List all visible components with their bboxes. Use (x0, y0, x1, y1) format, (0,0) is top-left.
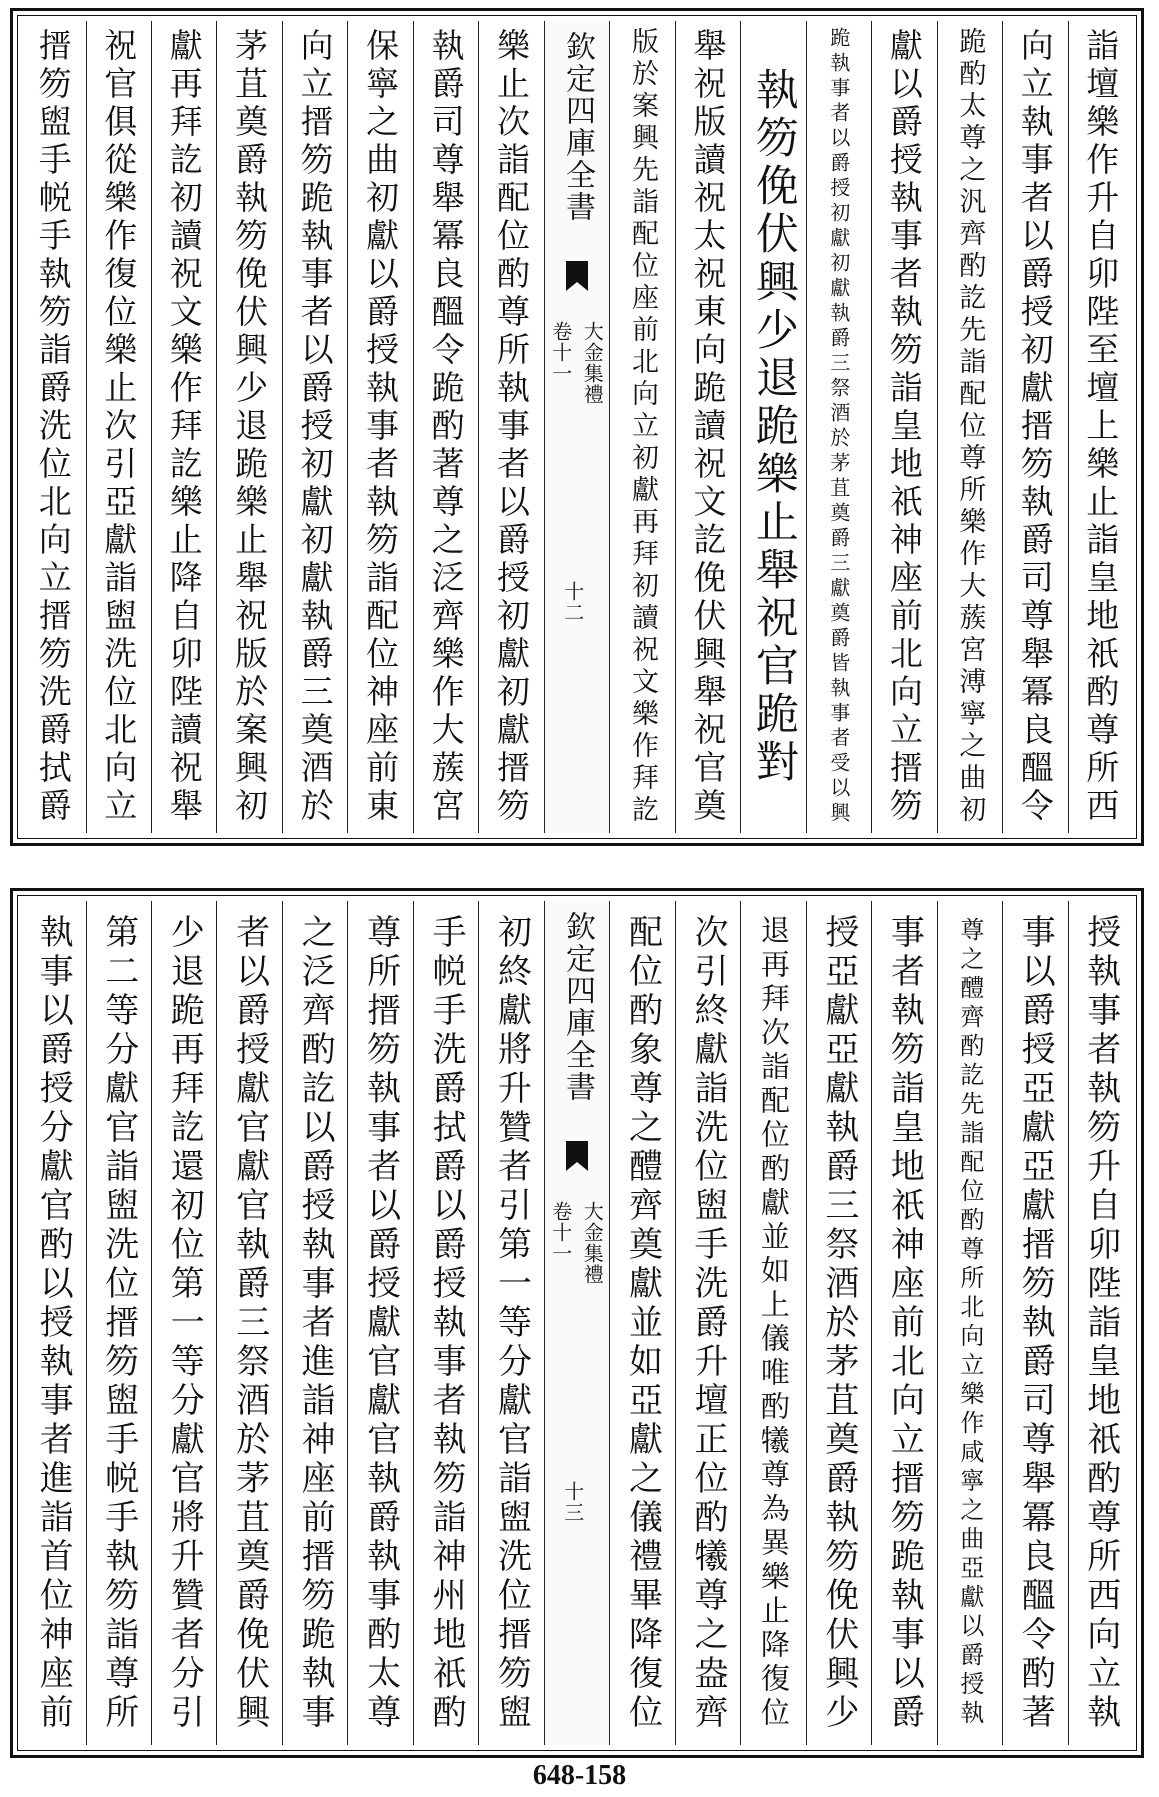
bottom-page-panel (10, 888, 1144, 1758)
top-columns (21, 21, 1133, 833)
text-column: 第二等分獻官詣盥洗位搢笏盥手帨手執笏詣尊所 (86, 901, 151, 1745)
text-column: 茅苴奠爵執笏俛伏興少退跪樂止舉祝版於案興初 (216, 21, 281, 833)
text-column: 保寧之曲初獻以爵授執事者執笏詣配位神座前東 (347, 21, 412, 833)
text-column: 樂止次詣配位酌尊所執事者以爵授初獻初獻搢笏 (478, 21, 543, 833)
text-column: 次引終獻詣洗位盥手洗爵升壇正位酌犧尊之盎齊 (675, 901, 740, 1745)
text-column: 配位酌象尊之醴齊奠獻並如亞獻之儀禮畢降復位 (609, 901, 674, 1745)
text-column: 版於案興先詣配位座前北向立初獻再拜初讀祝文樂作拜訖 (609, 21, 674, 833)
page-number: 十二 (560, 581, 585, 623)
text-column: 向立執事者以爵授初獻搢笏執爵司尊舉冪良醞令 (1002, 21, 1067, 833)
text-column: 少退跪再拜訖還初位第一等分獻官將升贊者分引 (151, 901, 216, 1745)
text-column: 退再拜次詣配位酌獻並如上儀唯酌犧尊為異樂止降復位 (740, 901, 805, 1745)
book-series-title: 欽定四庫全書 (560, 911, 596, 1103)
text-column: 搢笏盥手帨手執笏詣爵洗位北向立搢笏洗爵拭爵 (33, 28, 73, 826)
text-column: 授亞獻亞獻執爵三祭酒於茅苴奠爵執笏俛伏興少 (806, 901, 871, 1745)
text-column: 獻再拜訖初讀祝文樂作拜訖樂止降自卯陛讀祝舉 (151, 21, 216, 833)
text-column: 執爵司尊舉冪良醞令跪酌著尊之泛齊樂作大蔟宮 (413, 21, 478, 833)
volume-number: 卷十一 (548, 1201, 573, 1264)
book-series-title: 欽定四庫全書 (560, 31, 596, 223)
text-column: 手帨手洗爵拭爵以爵授執事者執笏詣神州地祇酌 (413, 901, 478, 1745)
text-column: 事者執笏詣皇地祇神座前北向立搢笏跪執事以爵 (871, 901, 936, 1745)
volume-number: 卷十一 (548, 321, 573, 384)
text-column: 跪酌太尊之汎齊酌訖先詣配位尊所樂作大蔟宮溥寧之曲初 (937, 21, 1002, 833)
text-column: 尊之醴齊酌訖先詣配位酌尊所北向立樂作咸寧之曲亞獻以爵授執 (937, 901, 1002, 1745)
page-reference-number: 648-158 (532, 1760, 627, 1791)
text-column: 授執事者執笏升自卯陛詣皇地祇酌尊所西向立執 (1068, 901, 1133, 1745)
text-column: 執事以爵授分獻官酌以授執事者進詣首位神座前 (33, 913, 74, 1733)
text-column: 獻以爵授執事者執笏詣皇地祇神座前北向立搢笏 (871, 21, 936, 833)
text-column: 祝官俱從樂作復位樂止次引亞獻詣盥洗位北向立 (86, 21, 151, 833)
center-fold-column (544, 901, 609, 1745)
text-column: 跪執事者以爵授初獻初獻執爵三祭酒於茅苴奠爵三獻奠爵皆執事者受以興 (806, 21, 871, 833)
text-column: 舉祝版讀祝太祝東向跪讀祝文訖俛伏興舉祝官奠 (675, 21, 740, 833)
text-column: 之泛齊酌訖以爵授執事者進詣神座前搢笏跪執事 (282, 901, 347, 1745)
book-name: 大金集禮 (580, 321, 605, 405)
text-column: 者以爵授獻官獻官執爵三祭酒於茅苴奠爵俛伏興 (216, 901, 281, 1745)
text-column: 詣壇樂作升自卯陛至壇上樂止詣皇地祇酌尊所西 (1068, 21, 1133, 833)
bottom-columns (21, 901, 1133, 1745)
page-number: 十三 (560, 1481, 585, 1523)
text-column: 事以爵授亞獻亞獻搢笏執爵司尊舉冪良醞令酌著 (1002, 901, 1067, 1745)
book-name: 大金集禮 (580, 1201, 605, 1285)
text-column: 尊所搢笏執事者以爵授獻官獻官執爵執事酌太尊 (347, 901, 412, 1745)
top-page-panel (10, 8, 1144, 846)
text-column: 初終獻將升贊者引第一等分獻官詣盥洗位搢笏盥 (478, 901, 543, 1745)
text-column: 向立搢笏跪執事者以爵授初獻初獻執爵三奠酒於 (282, 21, 347, 833)
center-fold-column (544, 21, 609, 833)
text-column: 執笏俛伏興少退跪樂止舉祝官跪對 (740, 21, 805, 833)
